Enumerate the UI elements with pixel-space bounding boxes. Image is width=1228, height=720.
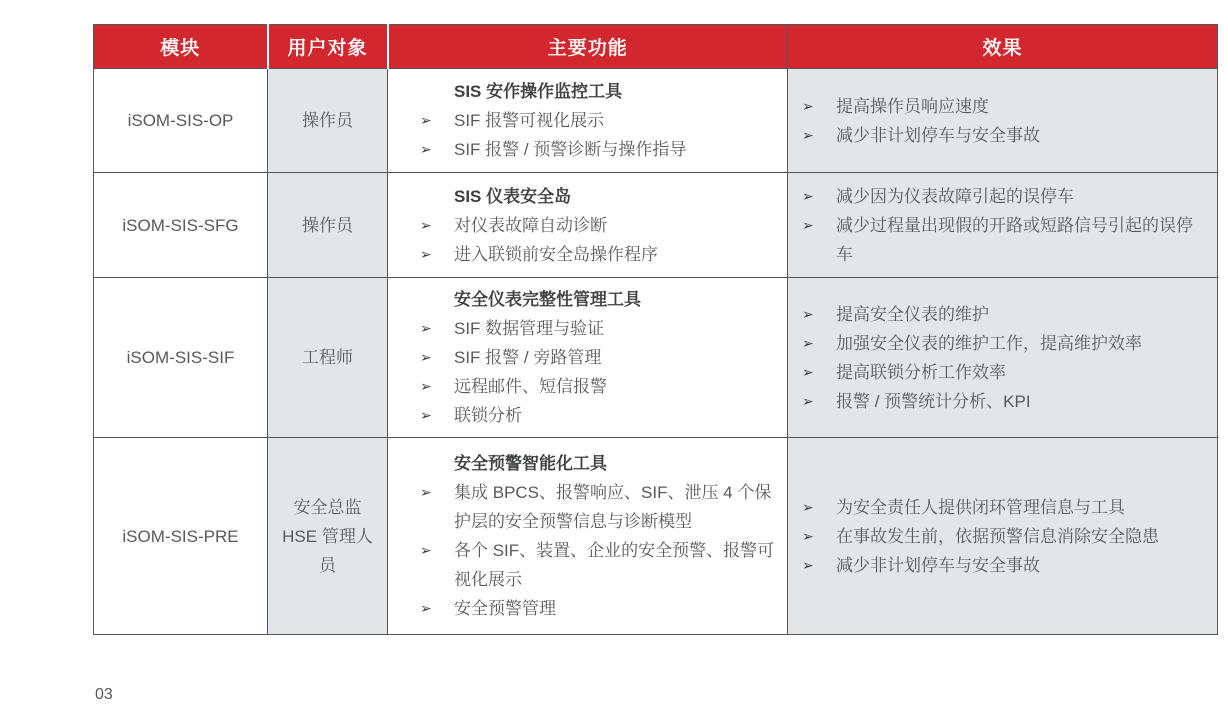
bullet-item <box>420 106 779 135</box>
bullet-item <box>420 240 779 269</box>
bullet-text: SIF 数据管理与验证 <box>454 319 605 338</box>
arrow-bullet-icon: ➢ <box>802 305 814 322</box>
bullet-text: 进入联锁前安全岛操作程序 <box>454 244 658 264</box>
effects-cell <box>788 438 1218 635</box>
header-cell-user: 用户对象 <box>268 25 388 69</box>
arrow-bullet-icon: ➢ <box>420 542 432 558</box>
arrow-bullet-icon: ➢ <box>420 320 432 336</box>
bullet-text: 集成 BPCS、报警响应、SIF、泄压 4 个保护层的安全预警信息与诊断模型 <box>454 483 772 531</box>
functions-cell <box>388 69 788 173</box>
arrow-bullet-icon: ➢ <box>802 392 814 409</box>
function-title: SIS 仪表安全岛 <box>454 186 572 206</box>
function-title: 安全仪表完整性管理工具 <box>454 290 641 309</box>
bullet-item <box>420 401 779 430</box>
table-row <box>94 173 1218 278</box>
user-label: 安全总监 HSE 管理人员 <box>282 497 373 575</box>
arrow-bullet-icon: ➢ <box>420 484 432 500</box>
bullet-item <box>802 300 1209 329</box>
arrow-bullet-icon: ➢ <box>802 187 814 204</box>
bullet-text: 减少因为仪表故障引起的误停车 <box>836 186 1074 206</box>
bullet-text: 远程邮件、短信报警 <box>454 377 607 396</box>
module-cell <box>94 438 268 635</box>
arrow-bullet-icon: ➢ <box>802 334 814 351</box>
effects-cell <box>788 278 1218 438</box>
bullet-text: SIF 报警可视化展示 <box>454 111 605 130</box>
arrow-bullet-icon: ➢ <box>420 141 432 157</box>
arrow-bullet-icon: ➢ <box>802 363 814 380</box>
module-name: iSOM-SIS-SIF <box>126 348 235 367</box>
user-label: 操作员 <box>302 215 353 235</box>
bullet-item <box>802 522 1209 551</box>
arrow-bullet-icon: ➢ <box>420 245 432 262</box>
arrow-bullet-icon: ➢ <box>802 97 814 114</box>
module-cell <box>94 173 268 278</box>
bullet-item <box>420 594 779 623</box>
bullet-item <box>802 387 1209 416</box>
bullet-text: 联锁分析 <box>454 406 522 425</box>
bullet-item <box>802 551 1209 580</box>
table-row <box>94 278 1218 438</box>
functions-cell <box>388 438 788 635</box>
user-label: 工程师 <box>302 348 353 367</box>
arrow-bullet-icon: ➢ <box>802 556 814 573</box>
arrow-bullet-icon: ➢ <box>420 216 432 233</box>
arrow-bullet-icon: ➢ <box>802 216 814 233</box>
bullet-item <box>420 536 779 594</box>
user-cell <box>268 438 388 635</box>
arrow-bullet-icon: ➢ <box>802 527 814 544</box>
module-cell <box>94 69 268 173</box>
bullet-text: 安全预警管理 <box>454 599 556 618</box>
bullet-text: 提高安全仪表的维护 <box>836 304 989 324</box>
bullet-text: 提高操作员响应速度 <box>836 96 989 116</box>
module-name: iSOM-SIS-OP <box>127 111 234 130</box>
arrow-bullet-icon: ➢ <box>802 498 814 515</box>
table-row <box>94 438 1218 635</box>
user-label: 操作员 <box>302 111 353 130</box>
effects-cell <box>788 69 1218 173</box>
header-cell-effects: 效果 <box>788 25 1218 69</box>
arrow-bullet-icon: ➢ <box>420 112 432 128</box>
user-cell <box>268 69 388 173</box>
bullet-text: 提高联锁分析工作效率 <box>836 362 1006 382</box>
bullet-item <box>802 121 1209 150</box>
function-title: 安全预警智能化工具 <box>454 454 607 473</box>
bullet-text: 在事故发生前，依据预警信息消除安全隐患 <box>836 526 1159 546</box>
bullet-item <box>802 182 1209 211</box>
bullet-item <box>420 343 779 372</box>
bullet-item <box>802 92 1209 121</box>
bullet-item <box>802 493 1209 522</box>
user-cell <box>268 278 388 438</box>
bullet-text: SIF 报警 / 旁路管理 <box>454 348 602 367</box>
bullet-text: 各个 SIF、装置、企业的安全预警、报警可视化展示 <box>454 541 775 589</box>
arrow-bullet-icon: ➢ <box>802 126 814 143</box>
bullet-text: 为安全责任人提供闭环管理信息与工具 <box>836 497 1125 517</box>
arrow-bullet-icon: ➢ <box>420 407 432 423</box>
bullet-item <box>802 358 1209 387</box>
bullet-text: 对仪表故障自动诊断 <box>454 215 607 235</box>
module-cell <box>94 278 268 438</box>
bullet-text: 减少非计划停车与安全事故 <box>836 125 1040 145</box>
functions-cell <box>388 173 788 278</box>
bullet-item <box>420 372 779 401</box>
bullet-item <box>420 314 779 343</box>
effects-cell <box>788 173 1218 278</box>
table-header-row <box>94 25 1218 69</box>
arrow-bullet-icon: ➢ <box>420 600 432 616</box>
bullet-text: 加强安全仪表的维护工作，提高维护效率 <box>836 333 1142 353</box>
module-name: iSOM-SIS-SFG <box>122 215 239 235</box>
bullet-item <box>802 211 1209 269</box>
page-number: 03 <box>95 686 113 703</box>
function-title: SIS 安作操作监控工具 <box>454 82 623 101</box>
header-cell-functions: 主要功能 <box>388 25 788 69</box>
functions-cell <box>388 278 788 438</box>
bullet-item <box>420 478 779 536</box>
bullet-item <box>420 211 779 240</box>
module-spec-table <box>93 24 1218 635</box>
module-name: iSOM-SIS-PRE <box>122 526 239 546</box>
bullet-item <box>802 329 1209 358</box>
bullet-text: SIF 报警 / 预警诊断与操作指导 <box>454 140 687 159</box>
header-cell-module: 模块 <box>94 25 268 69</box>
arrow-bullet-icon: ➢ <box>420 378 432 394</box>
user-cell <box>268 173 388 278</box>
bullet-text: 报警 / 预警统计分析、KPI <box>836 391 1031 411</box>
bullet-text: 减少非计划停车与安全事故 <box>836 555 1040 575</box>
arrow-bullet-icon: ➢ <box>420 349 432 365</box>
bullet-item <box>420 135 779 164</box>
table-row <box>94 69 1218 173</box>
bullet-text: 减少过程量出现假的开路或短路信号引起的误停车 <box>836 215 1193 264</box>
